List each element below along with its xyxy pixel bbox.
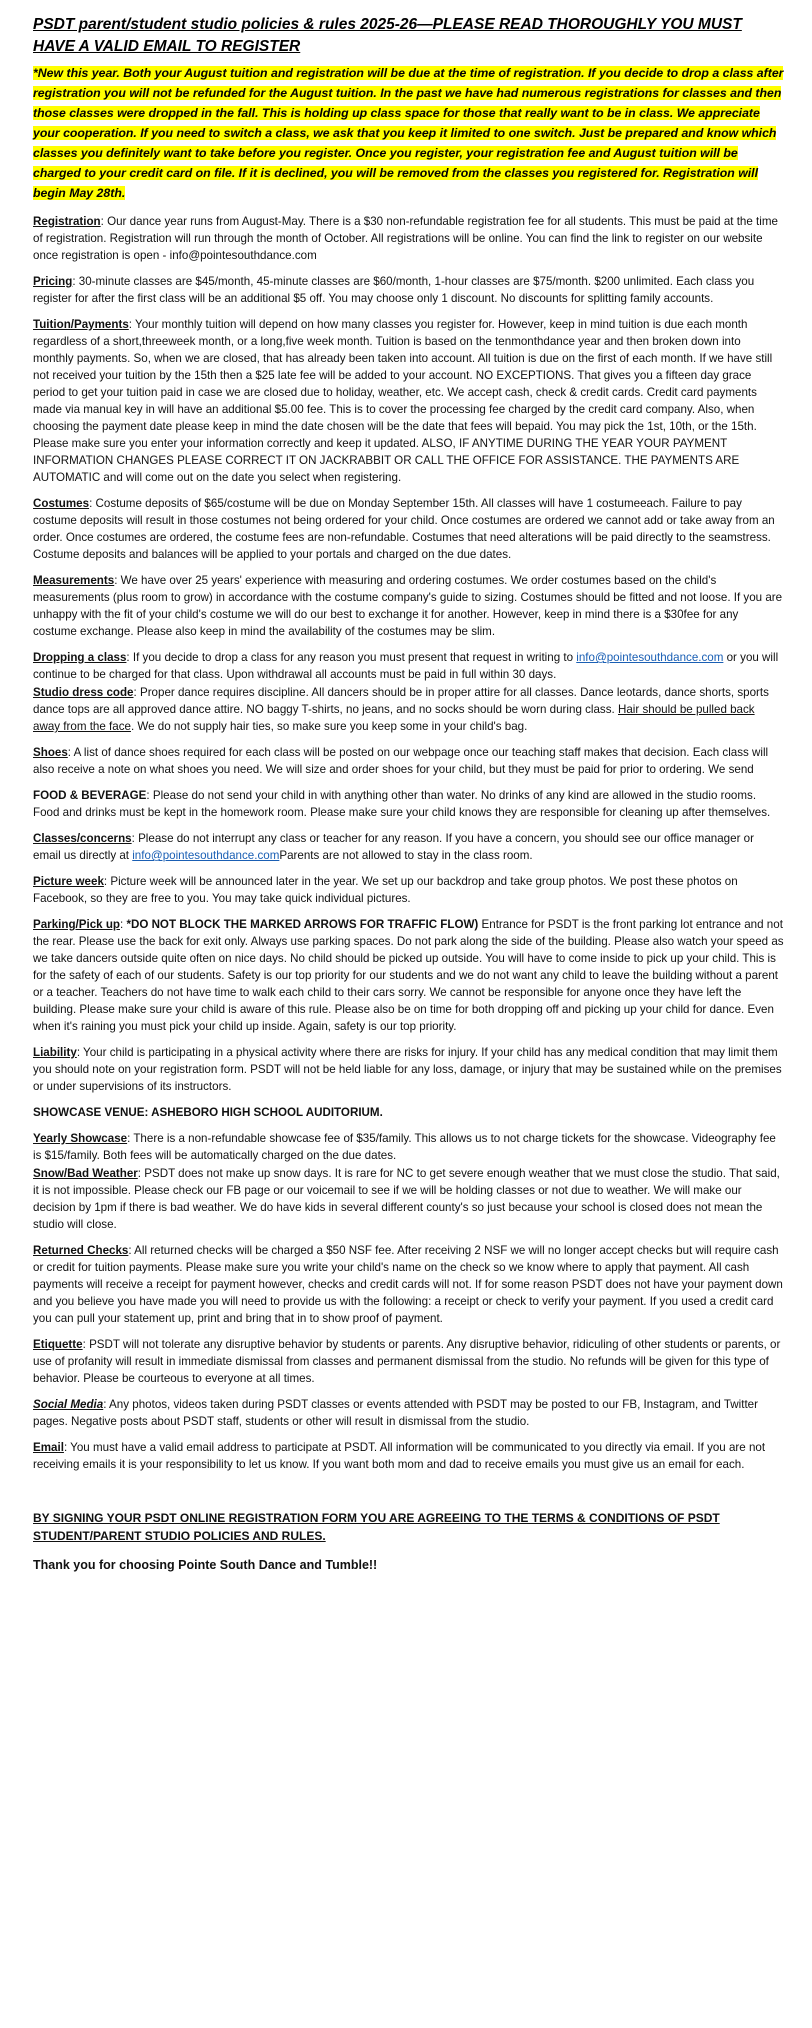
section-heading: Etiquette (33, 1338, 83, 1351)
section-body: Your monthly tuition will depend on how many classes you register for. However, keep in mind tuition is due each month regardless of a short,threeweek month, or a long,five week month. Tuition is based on the tenmonthdance year and then broken down into monthly payments. So, when we are closed, that has already been taken into account. All tuition is due on the first of each month. If we have still not received your tuition by the 15th then a $25 late fee will be added to your account. NO EXCEPTIONS. That gives you a fifteen day grace period to get your tuition paid in case we are closed due to holiday, weather, etc. We accept cash, check & credit cards. Credit card payments made via manual key in will have an additional $5.00 fee. This is to cover the processing fee charged by the credit card company. Also, when choosing the payment date please keep in mind the date chosen will be the date that fees will bepaid. You may pick the 1st, 10th, or the 15th. Please make sure you enter your information correctly and keep it updated. ALSO, IF ANYTIME DURING THE YEAR YOUR PAYMENT INFORMATION CHANGES PLEASE CORRECT IT ON JACKRABBIT OR CALL THE OFFICE FOR ASSISTANCE. THE PAYMENTS ARE AUTOMATIC and will come out on the date you select when registering. (33, 318, 773, 484)
section-heading: Yearly Showcase (33, 1132, 128, 1145)
section-body: ASHEBORO HIGH SCHOOL AUDITORIUM. (148, 1106, 383, 1119)
section-measurements: Measurements: We have over 25 years' experience with measuring and ordering costumes. We order costumes based on the child's measurements (plus room to grow) in accordance with the costume company's guide to sizing. Costumes should be fitted and not loose. If you are unhappy with the fit of your child's costume we will do our best to exchange it for another. However, keep in mind there is a $30fee for any costume exchange. Please also keep in mind the availability of the costumes may be slim. (33, 574, 783, 638)
section-heading: Studio dress code (33, 686, 134, 699)
section-liability: Liability: Your child is participating in a physical activity where there are risks for injury. If your child has any medical condition that may limit them you should note on your registration form. PSDT will not be held liable for any loss, damage, or injury that may be sustained while on the premises or under supervisions of its instructors. (33, 1046, 782, 1093)
section-heading: Measurements (33, 574, 115, 587)
section-yearly-showcase: Yearly Showcase: There is a non-refundable showcase fee of $35/family. This allows us to not charge tickets for the showcase. Videography fee is $15/family. Both fees will be automatically charged on the due dates. (33, 1132, 776, 1162)
section-body: Any photos, videos taken during PSDT classes or events attended with PSDT may be posted to our FB, Instagram, and Twitter pages. Negative posts about PSDT staff, students or other will result in dismissal from the studio. (33, 1398, 758, 1428)
new-this-year-notice (33, 63, 784, 203)
email-link[interactable]: info@pointesouthdance.com (576, 651, 724, 664)
section-body: PSDT will not tolerate any disruptive behavior by students or parents. Any disruptive behavior, ridiculing of other students or parents, or use of profanity will result in immediate dismissal from classes and permanent dismissal from the studio. No refunds will be given for this type of behavior. Please be courteous to everyone at all times. (33, 1338, 781, 1385)
section-showcase-venue: SHOWCASE VENUE: ASHEBORO HIGH SCHOOL AUDITORIUM. (33, 1106, 383, 1119)
section-classes-concerns: Classes/concerns: Please do not interrupt any class or teacher for any reason. If you have a concern, you should see our office manager or email us directly at info@pointesouthdance.comParents are not allowed to stay in the class room. (33, 832, 754, 862)
document-title: PSDT parent/student studio policies & rules 2025-26—PLEASE READ THOROUGHLY YOU MUST HAVE A VALID EMAIL TO REGISTER (33, 16, 742, 55)
section-body: If you decide to drop a class for any reason you must present that request in writing to (129, 651, 577, 664)
section-heading: Parking/Pick up (33, 918, 120, 931)
section-body: Please do not interrupt any class or teacher for any reason. If you have a concern, you should see our office manager or email us directly at (33, 832, 754, 862)
section-etiquette: Etiquette: PSDT will not tolerate any disruptive behavior by students or parents. Any disruptive behavior, ridiculing of other students or parents, or use of profanity will result in immediate dismissal from classes and permanent dismissal from the studio. No refunds will be given for this type of behavior. Please be courteous to everyone at all times. (33, 1338, 781, 1385)
section-heading: Returned Checks (33, 1244, 129, 1257)
email-link[interactable]: info@pointesouthdance.com (132, 849, 280, 862)
section-body: PSDT does not make up snow days. It is rare for NC to get severe enough weather that we must close the studio. That said, it is not impossible. Please check our FB page or our voicemail to see if we will be holding classes or not due to weather. We will make our decision by 1pm if there is bad weather. We do have kids in several different county's so just because your school is closed does not mean the studio will close. (33, 1167, 780, 1231)
section-returned-checks: Returned Checks: All returned checks will be charged a $50 NSF fee. After receiving 2 NSF we will no longer accept checks but will require cash or credit for tuition payments. Please make sure you write your child's name on the check so we know where to apply that payment. All cash payments will receive a receipt for payment however, checks and credit cards will not. If for some reason PSDT does not have your payment down and you believe you have made you will need to provide us with the following: a receipt or check to verify your payment. If you used a credit card you can pull your statement up, print and bring that in to show proof of payment. (33, 1244, 783, 1325)
section-body: Picture week will be announced later in the year. We set up our backdrop and take group photos. We post these photos on Facebook, so they are free to you. You may take quick individual pictures. (33, 875, 738, 905)
section-social-media: Social Media: Any photos, videos taken during PSDT classes or events attended with PSDT may be posted to our FB, Instagram, and Twitter pages. Negative posts about PSDT staff, students or other will result in dismissal from the studio. (33, 1398, 758, 1428)
traffic-warning: *DO NOT BLOCK THE MARKED ARROWS FOR TRAFFIC FLOW) (123, 918, 479, 931)
section-body: Proper dance requires discipline. All dancers should be in proper attire for all classes. Dance leotards, dance shorts, sports dance tops are all approved dance attire. NO baggy T-shirts, no jeans, and no socks should be worn during class. (33, 686, 769, 716)
section-heading: Costumes (33, 497, 90, 510)
section-body: We have over 25 years' experience with measuring and ordering costumes. We order costumes based on the child's measurements (plus room to grow) in accordance with the costume company's guide to sizing. Costumes should be fitted and not loose. If you are unhappy with the fit of your child's costume we will do our best to exchange it for another. However, keep in mind there is a $30fee for any costume exchange. Please also keep in mind the availability of the costumes may be slim. (33, 574, 783, 638)
section-heading: Liability (33, 1046, 77, 1059)
section-body-continued: or you will continue to be charged for that class. Upon withdrawal all accounts must be paid in full within 30 days. (33, 651, 779, 681)
section-body-continued: . We do not supply hair ties, so make sure you keep some in your child's bag. (130, 720, 528, 733)
section-body: A list of dance shoes required for each class will be posted on our webpage once our teaching staff makes that decision. Each class will also receive a note on what shoes you need. We will size and order shoes for your child, but they must be paid for prior to ordering. We send (33, 746, 769, 776)
section-dropping-a-class: Dropping a class: If you decide to drop a class for any reason you must present that request in writing to info@pointesouthdance.com or you will continue to be charged for that class. Upon withdrawal all accounts must be paid in full within 30 days. (33, 651, 779, 681)
section-heading: Tuition/Payments (33, 318, 129, 331)
section-pricing: Pricing: 30-minute classes are $45/month, 45-minute classes are $60/month, 1-hour classes are $75/month. $200 unlimited. Each class you register for after the first class will be an additional $5 off. You may choose only 1 discount. No discounts for splitting family accounts. (33, 275, 755, 305)
section-body: All returned checks will be charged a $50 NSF fee. After receiving 2 NSF we will no longer accept checks but will require cash or credit for tuition payments. Please make sure you write your child's name on the check so we know where to apply that payment. All cash payments will receive a receipt for payment however, checks and credit cards will not. If for some reason PSDT does not have your payment down and you believe you have made you will need to provide us with the following: a receipt or check to verify your payment. If you used a credit card you can pull your statement up, print and bring that in to show proof of payment. (33, 1244, 783, 1325)
section-body: Entrance for PSDT is the front parking lot entrance and not the rear. Please use the back for exit only. Always use parking spaces. Do not park along the side of the building. Please also watch your speed as we take dancers outside quite often on nice days. No child should be picked up outside. You will have to come inside to pick up your child. This is for the safety of each of our students. Safety is our top priority for our students and we do not want any child to leave the building without a parent or a teacher. Teachers do not have time to walk each child to their cars sorry. We cannot be responsible for anyone once they have left the building. Please make sure your child is aware of this rule. Please also be on time for both dropping off and picking up your child for dance. Even when it's raining you must pick your child up inside. Again, safety is our top priority. (33, 918, 784, 1033)
section-tuition-payments: Tuition/Payments: Your monthly tuition will depend on how many classes you register for. However, keep in mind tuition is due each month regardless of a short,threeweek month, or a long,five week month. Tuition is based on the tenmonthdance year and then broken down into monthly payments. So, when we are closed, that has already been taken into account. All tuition is due on the first of each month. If we have still not received your tuition by the 15th then a $25 late fee will be added to your account. NO EXCEPTIONS. That gives you a fifteen day grace period to get your tuition paid in case we are closed due to holiday, weather, etc. We accept cash, check & credit cards. Credit card payments made via manual key in will have an additional $5.00 fee. This is to cover the processing fee charged by the credit card company. Also, when choosing the payment date please keep in mind the date chosen will be the date that fees will bepaid. You may pick the 1st, 10th, or the 15th. Please make sure you enter your information correctly and keep it updated. ALSO, IF ANYTIME DURING THE YEAR YOUR PAYMENT INFORMATION CHANGES PLEASE CORRECT IT ON JACKRABBIT OR CALL THE OFFICE FOR ASSISTANCE. THE PAYMENTS ARE AUTOMATIC and will come out on the date you select when registering. (33, 318, 773, 484)
section-body: Please do not send your child in with anything other than water. No drinks of any kind are allowed in the studio rooms. Food and drinks must be kept in the homework room. Please make sure your child knows they are responsible for cleaning up after themselves. (33, 789, 771, 819)
section-heading: FOOD & BEVERAGE (33, 789, 147, 802)
section-heading: Classes/concerns (33, 832, 132, 845)
section-heading: Snow/Bad Weather (33, 1167, 138, 1180)
section-heading: Social Media (33, 1398, 104, 1411)
section-email: Email: You must have a valid email address to participate at PSDT. All information will be communicated to you directly via email. If you are not receiving emails it is your responsibility to let us know. If you want both mom and dad to receive emails you must give us an email for each. (33, 1441, 766, 1471)
section-parking-pickup: Parking/Pick up: *DO NOT BLOCK THE MARKED ARROWS FOR TRAFFIC FLOW) Entrance for PSDT is the front parking lot entrance and not the rear. Please use the back for exit only. Always use parking spaces. Do not park along the side of the building. Please also watch your speed as we take dancers outside quite often on nice days. No child should be picked up outside. You will have to come inside to pick up your child. This is for the safety of each of our students. Safety is our top priority for our students and we do not want any child to leave the building without a parent or a teacher. Teachers do not have time to walk each child to their cars sorry. We cannot be responsible for anyone once they have left the building. Please make sure your child is aware of this rule. Please also be on time for both dropping off and picking up your child for dance. Even when it's raining you must pick your child up inside. Again, safety is our top priority. (33, 918, 784, 1033)
section-body: 30-minute classes are $45/month, 45-minute classes are $60/month, 1-hour classes are $75/month. $200 unlimited. Each class you register for after the first class will be an additional $5 off. You may choose only 1 discount. No discounts for splitting family accounts. (33, 275, 755, 305)
highlighted-notice-text: *New this year. Both your August tuition and registration will be due at the time of registration. If you decide to drop a class after registration you will not be refunded for the August tuition. In the past we have had numerous registrations for classes and then those classes were dropped in the fall. This is holding up class space for those that really want to be in class. We appreciate your cooperation. If you need to switch a class, we ask that you keep it limited to one switch. Just be prepared and know which classes you definitely want to take before you register. Once you register, your registration fee and August tuition will be charged to your credit card on file. If it is declined, you will be removed from the classes you registered for. Registration will begin May 28th. (33, 66, 784, 200)
section-body: You must have a valid email address to participate at PSDT. All information will be communicated to you directly via email. If you are not receiving emails it is your responsibility to let us know. If you want both mom and dad to receive emails you must give us an email for each. (33, 1441, 766, 1471)
section-shoes: Shoes: A list of dance shoes required for each class will be posted on our webpage once our teaching staff makes that decision. Each class will also receive a note on what shoes you need. We will size and order shoes for your child, but they must be paid for prior to ordering. We send (33, 744, 784, 778)
section-registration: Registration: Our dance year runs from August-May. There is a $30 non-refundable registration fee for all students. This must be paid at the time of registration. Registration will run through the month of October. All registrations will be online. You can find the link to register on our website once registration is open - info@pointesouthdance.com (33, 215, 778, 262)
section-heading: Email (33, 1441, 64, 1454)
section-body: Your child is participating in a physical activity where there are risks for injury. If your child has any medical condition that may limit them you should note on your registration form. PSDT will not be held liable for any loss, damage, or injury that may be sustained while on the premises or under supervisions of its instructors. (33, 1046, 782, 1093)
section-heading: Picture week (33, 875, 104, 888)
section-body: There is a non-refundable showcase fee of $35/family. This allows us to not charge tickets for the showcase. Videography fee is $15/family. Both fees will be automatically charged on the due dates. (33, 1132, 776, 1162)
section-food-beverage: FOOD & BEVERAGE: Please do not send your child in with anything other than water. No drinks of any kind are allowed in the studio rooms. Food and drinks must be kept in the homework room. Please make sure your child knows they are responsible for cleaning up after themselves. (33, 789, 771, 819)
section-heading: SHOWCASE VENUE (33, 1106, 145, 1119)
section-heading: Dropping a class (33, 651, 127, 664)
section-body: Costume deposits of $65/costume will be due on Monday September 15th. All classes will have 1 costumeeach. Failure to pay costume deposits will result in those costumes not being ordered for your child. Once costumes are ordered we cannot add or take away from an order. Once costumes are ordered, the costume fees are non-refundable. Costumes that need alterations will be paid directly to the seamstress. Costume deposits and balances will be applied to your portals and charged on the due dates. (33, 497, 775, 561)
agreement-statement: BY SIGNING YOUR PSDT ONLINE REGISTRATION FORM YOU ARE AGREEING TO THE TERMS & CONDITIONS OF PSDT STUDENT/PARENT STUDIO POLICIES AND RULES. (33, 1511, 720, 1543)
section-costumes: Costumes: Costume deposits of $65/costume will be due on Monday September 15th. All classes will have 1 costumeeach. Failure to pay costume deposits will result in those costumes not being ordered for your child. Once costumes are ordered we cannot add or take away from an order. Once costumes are ordered, the costume fees are non-refundable. Costumes that need alterations will be paid directly to the seamstress. Costume deposits and balances will be applied to your portals and charged on the due dates. (33, 497, 775, 561)
thank-you-note: Thank you for choosing Pointe South Dance and Tumble!! (33, 1558, 378, 1572)
underlined-rule: Hair should be pulled back away from the face (33, 703, 755, 733)
section-snow-bad-weather: Snow/Bad Weather: PSDT does not make up snow days. It is rare for NC to get severe enough weather that we must close the studio. That said, it is not impossible. Please check our FB page or our voicemail to see if we will be holding classes or not due to weather. We will make our decision by 1pm if there is bad weather. We do have kids in several different county's so just because your school is closed does not mean the studio will close. (33, 1167, 780, 1231)
section-heading: Pricing (33, 275, 73, 288)
section-heading: Registration (33, 215, 101, 228)
section-heading: Shoes (33, 746, 68, 759)
section-body-continued: Parents are not allowed to stay in the class room. (279, 849, 533, 862)
section-body: Our dance year runs from August-May. There is a $30 non-refundable registration fee for all students. This must be paid at the time of registration. Registration will run through the month of October. All registrations will be online. You can find the link to register on our website once registration is open - info@pointesouthdance.com (33, 215, 778, 262)
section-studio-dress-code: Studio dress code: Proper dance requires discipline. All dancers should be in proper attire for all classes. Dance leotards, dance shorts, sports dance tops are all approved dance attire. NO baggy T-shirts, no jeans, and no socks should be worn during class. Hair should be pulled back away from the face. We do not supply hair ties, so make sure you keep some in your child's bag. (33, 686, 769, 733)
section-picture-week: Picture week: Picture week will be announced later in the year. We set up our backdrop and take group photos. We post these photos on Facebook, so they are free to you. You may take quick individual pictures. (33, 875, 738, 905)
